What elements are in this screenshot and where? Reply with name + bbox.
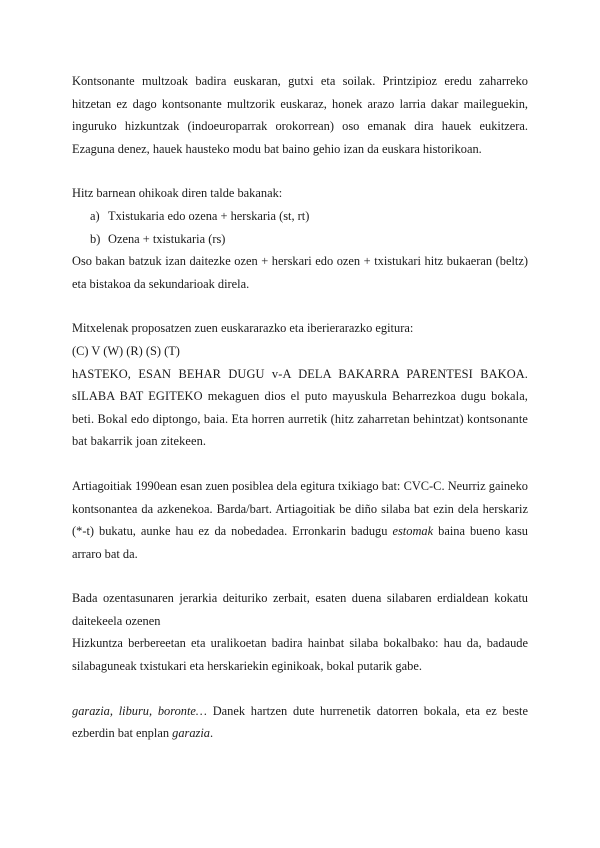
examples-text: Danek hartzen dute hurrenetik datorren bokala, eta ez beste ezberdin bat enplan bbox=[72, 703, 528, 741]
paragraph-sonority: Bada ozentasunaren jerarkia deituriko zerbait, esaten duena silabaren erdialdean kokatu daitekeela ozenen bbox=[72, 591, 528, 628]
spacer bbox=[72, 565, 528, 587]
spacer bbox=[72, 295, 528, 317]
groups-list bbox=[72, 205, 528, 250]
spacer bbox=[72, 678, 528, 700]
list-marker: b) bbox=[90, 231, 101, 246]
example-word: estomak bbox=[392, 524, 434, 539]
paragraph-artiagoitia bbox=[72, 475, 528, 565]
syllable-formula: (C) V (W) (R) (S) (T) bbox=[72, 343, 180, 358]
paragraph-groups-intro: Hitz barnean ohikoak diren talde bakanak: bbox=[72, 186, 283, 201]
paragraph-examples bbox=[72, 700, 528, 745]
artiagoitia-text: Artiagoitiak 1990ean esan zuen posiblea dela egitura txikiago bat: CVC-C. Neurriz gaineko kontsonantea da azkenekoa. Barda/bart. Artiagoitiak be diño silaba bat ezin dela herskariz (*-t) bukatu, aunke hau ez da nobedadea. Erronkarin badugu bbox=[72, 478, 528, 539]
list-item-text: Ozena + txistukaria (rs) bbox=[108, 231, 226, 246]
list-marker: a) bbox=[90, 208, 100, 223]
paragraph-mitxelena-intro: Mitxelenak proposatzen zuen euskararazko eta iberierarazko egitura: bbox=[72, 321, 414, 336]
paragraph-berber-uralic: Hizkuntza berbereetan eta uralikoetan badira hainbat silaba bokalbako: hau da, badaude silabaguneak txistukari eta herskariekin eginikoak, bokal putarik gabe. bbox=[72, 636, 528, 674]
examples-end: . bbox=[210, 726, 214, 741]
list-item bbox=[72, 205, 528, 228]
example-words: garazia, liburu, boronte… bbox=[72, 703, 207, 718]
spacer bbox=[72, 453, 528, 475]
list-item bbox=[72, 228, 528, 251]
example-word: garazia bbox=[172, 726, 210, 741]
list-item-text: Txistukaria edo ozena + herskaria (st, rt) bbox=[108, 208, 310, 223]
artiagoitia-end: baina bueno kasu arraro bat da. bbox=[72, 524, 529, 561]
spacer bbox=[72, 160, 528, 182]
paragraph-syllable-notes: hASTEKO, ESAN BEHAR DUGU v-A DELA BAKARRA PARENTESI BAKOA. sILABA BAT EGITEKO mekaguen dios el puto mayuskula Beharrezkoa dugu bokala, beti. Bokal edo diptongo, baia. Eta horren aurretik (hitz zaharretan behintzat) kontsonante bat bakarrik joan zitekeen. bbox=[72, 366, 528, 449]
paragraph-rare-groups: Oso bakan batzuk izan daitezke ozen + herskari edo ozen + txistukari hitz bukaeran (beltz) eta bistakoa da sekundarioak direla. bbox=[72, 254, 528, 291]
paragraph-consonant-clusters: Kontsonante multzoak badira euskaran, gutxi eta soilak. Printzipioz eredu zaharreko hitzetan ez dago kontsonante multzorik euskaraz, honek arazo larria dakar maileguekin, inguruko hizkuntzak (indoeuroparrak orokorrean) oso emanak dira hauek eukitzera. Ezaguna denez, hauek hausteko modu bat baino gehio izan da euskara historikoan. bbox=[72, 74, 528, 156]
